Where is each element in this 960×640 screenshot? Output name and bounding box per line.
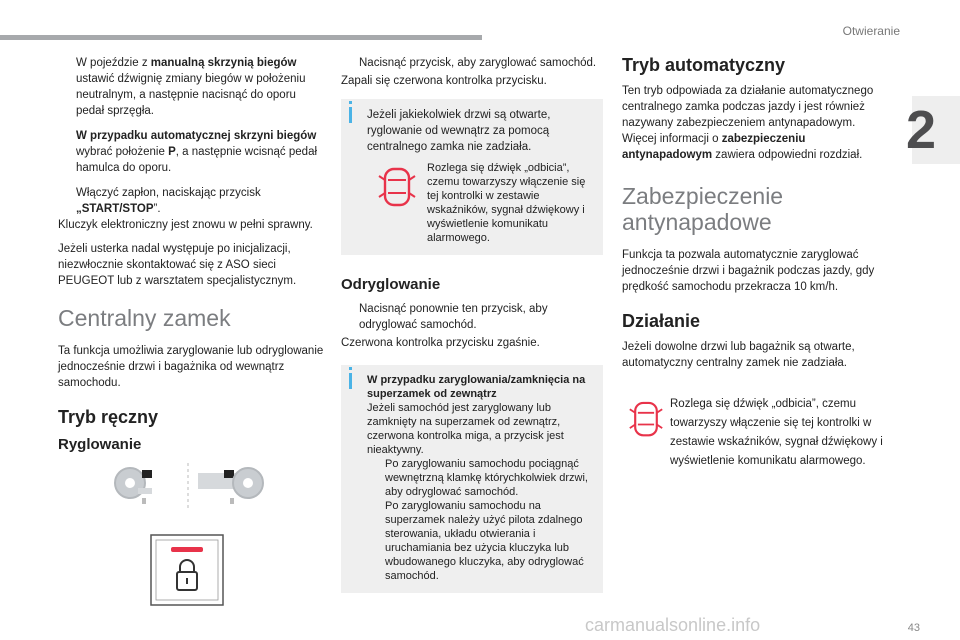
- heading-central-locking: Centralny zamek: [58, 305, 231, 331]
- list-item: Po zaryglowaniu samochodu na superzamek należy użyć pilota zdalnego sterowania, układu otwierania i uruchamiania bez użycia kluczyka lub wbudowanego kluczyka, aby odryglować samochód.: [385, 500, 584, 582]
- paragraph: Ta funkcja umożliwia zaryglowanie lub odryglowanie jednocześnie drzwi i bagażnika od wewnątrz samochodu.: [58, 345, 324, 389]
- list-item: W pojeździe z manualną skrzynią biegów ustawić dźwignię zmiany biegów w położeniu neutralnym, a następnie nacisnąć do oporu pedał sprzęgła.: [76, 57, 306, 117]
- info-box-open-doors: Jeżeli jakiekolwiek drzwi są otwarte, ryglowanie od wewnątrz za pomocą centralnego zamka nie zadziała. Rozlega się dźwięk „odbicia”, czemu towarzyszy włączenie się tej kontrolki w zestawie wskaźników, sygnał dźwiękowy i wyświetlenie komunikatu alarmowego.: [341, 99, 603, 255]
- info-icon: [349, 107, 352, 123]
- page-number: 43: [907, 622, 920, 634]
- list-item: Nacisnąć przycisk, aby zaryglować samochód.: [359, 57, 597, 69]
- top-rule: [0, 35, 482, 40]
- heading-operation: Działanie: [622, 311, 701, 331]
- info-icon: [349, 373, 352, 389]
- heading-manual-mode: Tryb ręczny: [58, 407, 159, 427]
- paragraph: Zapali się czerwona kontrolka przycisku.: [341, 75, 547, 87]
- chapter-number: 2: [906, 100, 937, 160]
- heading-anti-hijack: Zabezpieczenie antynapadowe: [622, 183, 784, 235]
- car-door-open-icon: [622, 395, 670, 471]
- list-item: Włączyć zapłon, naciskając przycisk „START/STOP”.: [76, 187, 261, 215]
- info-box-deadlock: W przypadku zaryglowania/zamknięcia na superzamek od zewnątrz Jeżeli samochód jest zaryglowany lub zamknięty na superzamek od zewnątrz, czerwona kontrolka miga, a przycisk jest nieaktywny. Po zaryglowaniu samochodu pociągnąć wewnętrzną klamkę którychkolwiek drzwi, aby odryglować samochód. Po zaryglowaniu samochodu na superzamek należy użyć pilota zdalnego sterowania, układu otwierania i uruchamiania bez użycia kluczyka lub wbudowanego kluczyka, aby odryglować samochód.: [341, 365, 603, 593]
- heading-unlocking: Odryglowanie: [341, 276, 441, 293]
- car-door-open-icon: [367, 161, 427, 245]
- section-title: Otwieranie: [842, 24, 900, 38]
- paragraph: Jeżeli usterka nadal występuje po inicjalizacji, niezwłocznie skontaktować się z ASO sieci PEUGEOT lub z warsztatem specjalistycznym.: [58, 243, 297, 287]
- column-3: [622, 55, 892, 471]
- paragraph: Czerwona kontrolka przycisku zgaśnie.: [341, 337, 540, 349]
- list-item: Po zaryglowaniu samochodu pociągnąć wewnętrzną klamkę którychkolwiek drzwi, aby odryglować samochód.: [385, 458, 588, 498]
- lock-button-illustration: [58, 461, 326, 611]
- column-2: [341, 55, 603, 609]
- paragraph: Kluczyk elektroniczny jest znowu w pełni sprawny.: [58, 219, 313, 231]
- heading-automatic-mode: Tryb automatyczny: [622, 55, 786, 75]
- steering-wheel-left-icon: [115, 468, 152, 504]
- watermark: carmanualsonline.info: [585, 615, 761, 635]
- list-item: Nacisnąć ponownie ten przycisk, aby odryglować samochód.: [359, 303, 548, 331]
- paragraph: Jeżeli dowolne drzwi lub bagażnik są otwarte, automatyczny centralny zamek nie zadziała.: [622, 341, 855, 369]
- lock-button-icon: [151, 535, 223, 605]
- paragraph: Ten tryb odpowiada za działanie automatycznego centralnego zamka podczas jazdy i jest również nazywany zabezpieczeniem antynapadowym.: [622, 85, 874, 129]
- list-item: W przypadku automatycznej skrzyni biegów wybrać położenie P, a następnie wcisnąć pedał hamulca do oporu.: [76, 130, 318, 174]
- alarm-note: Rozlega się dźwięk „odbicia”, czemu towarzyszy włączenie się tej kontrolki w zestawie wskaźników, sygnał dźwiękowy i wyświetlenie komunikatu alarmowego.: [622, 395, 892, 471]
- heading-locking: Ryglowanie: [58, 436, 142, 453]
- column-1: [58, 55, 326, 611]
- paragraph: Funkcja ta pozwala automatycznie zaryglować jednocześnie drzwi i bagażnik podczas jazdy, gdy prędkość samochodu przekracza 10 km/h.: [622, 249, 875, 293]
- paragraph: Więcej informacji o zabezpieczeniu antynapadowym zawiera odpowiedni rozdział.: [622, 133, 863, 161]
- steering-wheel-right-icon: [198, 468, 263, 504]
